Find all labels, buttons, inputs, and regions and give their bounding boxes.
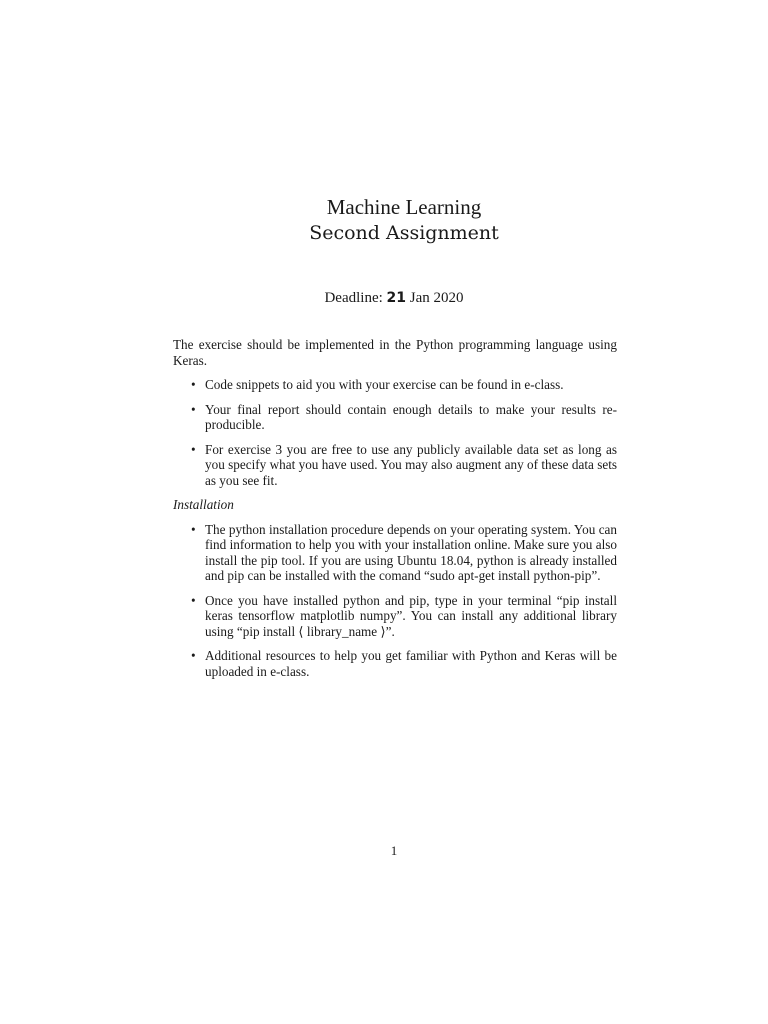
assignment-title: Second Assignment (309, 222, 499, 244)
list-item (173, 648, 617, 679)
list-item-text: Your final report should contain enough details to make your results re-producible. (205, 401, 617, 432)
bullet-icon: • (191, 401, 196, 417)
bullet-icon: • (191, 592, 196, 608)
list-item-text: Code snippets to aid you with your exercise can be found in e-class. (205, 377, 564, 392)
list-item-text: Additional resources to help you get familiar with Python and Keras will be uploaded in e-class. (205, 648, 617, 679)
bullet-icon: • (191, 648, 196, 663)
bullet-icon: • (191, 441, 196, 457)
list-item (173, 402, 617, 433)
deadline-month-year: Jan 2020 (409, 290, 464, 306)
bullet-icon: • (191, 377, 196, 392)
installation-bullet-list (173, 522, 617, 680)
assignment-body (173, 337, 617, 688)
list-item-text: The python installation procedure depends on your operating system. You can find information to help you with your installation online. Make sure you also install the pip tool. If you are using Ubuntu 18.04, python is already installed and pip can be installed with the comand “sudo apt-get install python-pip”. (205, 521, 617, 583)
list-item-text: Once you have installed python and pip, type in your terminal “pip install keras tensorflow matplotlib numpy”. You can install any additional library using “pip install ⟨ library_name ⟩”. (205, 592, 617, 639)
list-item (173, 522, 617, 584)
list-item-text: For exercise 3 you are free to use any publicly available data set as long as you specify what you have used. You may also augment any of these data sets as you see fit. (205, 441, 617, 488)
installation-heading: Installation (173, 497, 234, 512)
deadline-label: Deadline: (324, 290, 383, 306)
deadline (0, 290, 768, 307)
deadline-day: 21 (386, 290, 407, 306)
bullet-icon: • (191, 521, 196, 537)
general-bullet-list (173, 377, 617, 488)
list-item (173, 593, 617, 640)
list-item (173, 377, 617, 393)
course-title: Machine Learning (326, 195, 482, 219)
page-number: 1 (390, 843, 398, 858)
intro-paragraph: The exercise should be implemented in the Python programming language using Keras. (173, 337, 617, 368)
list-item (173, 442, 617, 489)
